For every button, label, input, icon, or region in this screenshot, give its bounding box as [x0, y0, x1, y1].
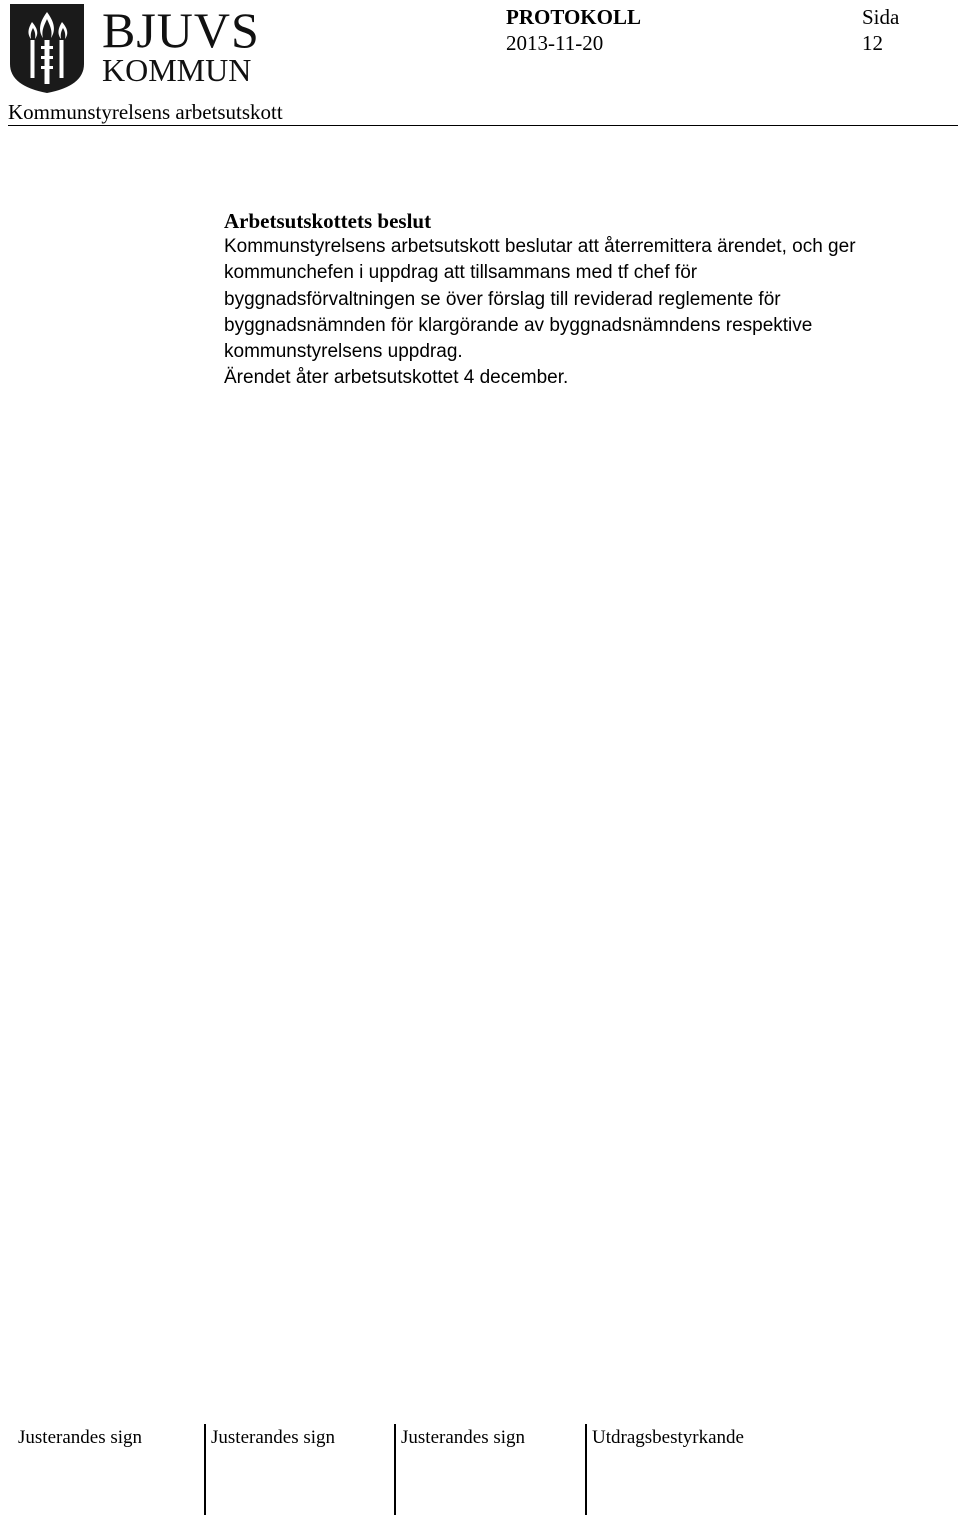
decision-line: kommunstyrelsens uppdrag. [224, 341, 463, 363]
torch-shield-icon [8, 2, 88, 94]
document-type: PROTOKOLL [506, 5, 641, 29]
decision-line: Ärendet åter arbetsutskottet 4 december. [224, 367, 569, 389]
header-divider [8, 125, 958, 126]
decision-body [224, 234, 924, 392]
decision-heading: Arbetsutskottets beslut [224, 209, 432, 233]
page-label: Sida [862, 5, 900, 29]
logo-name-line1: BJUVS [102, 2, 260, 58]
decision-section [224, 208, 924, 392]
decision-line: Kommunstyrelsens arbetsutskott beslutar att återremittera ärendet, och ger [224, 236, 856, 257]
signature-cell-2: Justerandes sign [204, 1424, 335, 1515]
municipality-logo [8, 2, 260, 94]
decision-line: byggnadsnämnden för klargörande av byggnadsnämndens respektive [224, 314, 813, 336]
document-date: 2013-11-20 [506, 31, 604, 55]
signature-cell-1: Justerandes sign [18, 1427, 143, 1448]
certification-cell: Utdragsbestyrkande [585, 1424, 744, 1515]
signature-footer [18, 1424, 798, 1514]
logo-name-line2: KOMMUN [102, 52, 252, 88]
signature-cell-3: Justerandes sign [394, 1424, 525, 1515]
decision-line: kommunchefen i uppdrag att tillsammans med tf chef för [224, 262, 698, 284]
decision-line: byggnadsförvaltningen se över förslag till reviderad reglemente för [224, 288, 781, 310]
page-number: 12 [862, 31, 883, 55]
committee-name: Kommunstyrelsens arbetsutskott [8, 100, 283, 124]
